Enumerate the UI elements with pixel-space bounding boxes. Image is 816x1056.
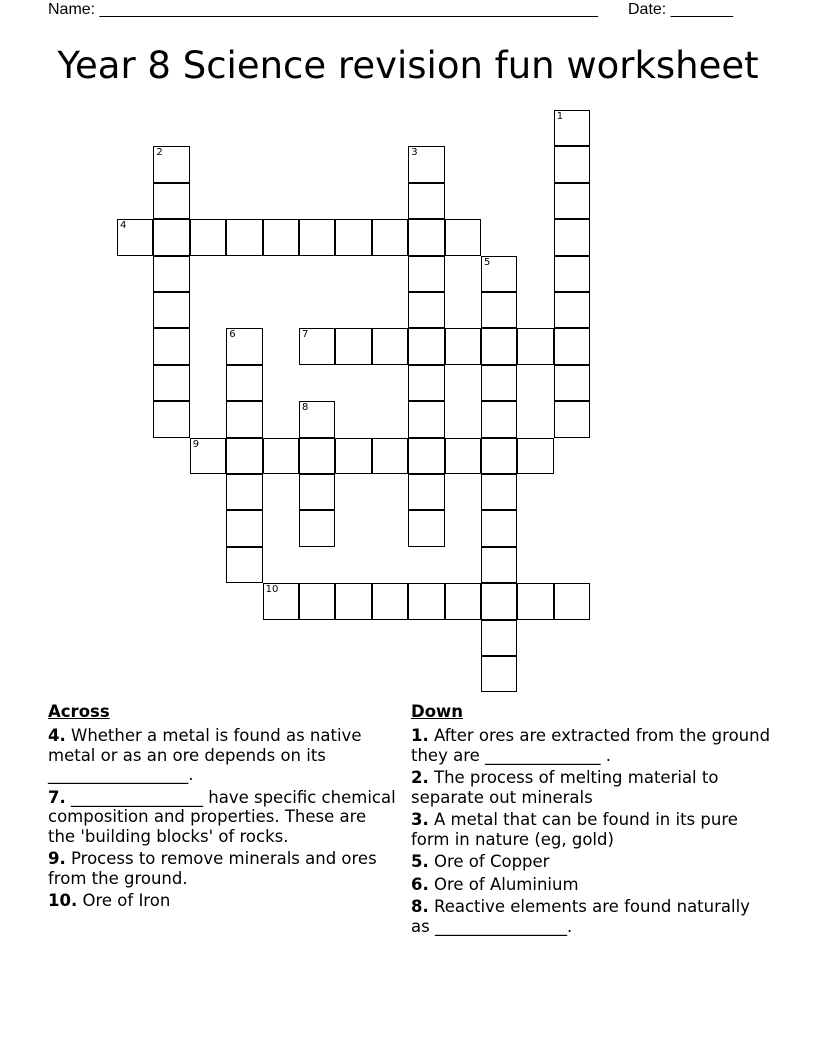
crossword-cell[interactable] — [408, 146, 444, 182]
crossword-cell[interactable] — [372, 328, 408, 364]
crossword-cell[interactable] — [481, 365, 517, 401]
crossword-cell[interactable] — [153, 365, 189, 401]
crossword-cell[interactable] — [153, 328, 189, 364]
crossword-cell[interactable] — [372, 583, 408, 619]
crossword-cell[interactable] — [299, 583, 335, 619]
crossword-cell[interactable] — [190, 219, 226, 255]
crossword-cell[interactable] — [481, 547, 517, 583]
crossword-cell[interactable] — [299, 510, 335, 546]
crossword-cell[interactable] — [299, 474, 335, 510]
crossword-cell[interactable] — [335, 219, 371, 255]
clue-number: 6 — [229, 329, 236, 341]
crossword-cell[interactable] — [153, 183, 189, 219]
clue-down-1: 1. After ores are extracted from the ground they are ______________ . — [411, 726, 771, 765]
crossword-cell[interactable] — [481, 401, 517, 437]
crossword-cell[interactable] — [481, 583, 517, 619]
crossword-cell[interactable] — [517, 438, 553, 474]
crossword-cell[interactable] — [554, 365, 590, 401]
clue-across-9: 9. Process to remove minerals and ores from the ground. — [48, 849, 377, 888]
crossword-cell[interactable] — [226, 474, 262, 510]
crossword-cell[interactable] — [554, 583, 590, 619]
crossword-cell[interactable] — [481, 620, 517, 656]
crossword-cell[interactable] — [226, 438, 262, 474]
crossword-cell[interactable] — [481, 510, 517, 546]
clue-number: 4 — [120, 220, 127, 232]
crossword-cell[interactable] — [554, 401, 590, 437]
clue-number: 10 — [265, 584, 279, 596]
crossword-cell[interactable] — [226, 365, 262, 401]
crossword-cell[interactable] — [517, 328, 553, 364]
clue-across-10: 10. Ore of Iron — [48, 891, 171, 910]
crossword-cell[interactable] — [408, 583, 444, 619]
crossword-cell[interactable] — [263, 438, 299, 474]
across-clues — [48, 702, 398, 914]
clue-down-5: 5. Ore of Copper — [411, 852, 550, 871]
crossword-cell[interactable] — [554, 292, 590, 328]
clue-number: 8 — [302, 402, 309, 414]
crossword-cell[interactable] — [408, 401, 444, 437]
crossword-cell[interactable] — [408, 256, 444, 292]
crossword-cell[interactable] — [190, 438, 226, 474]
crossword-cell[interactable] — [335, 583, 371, 619]
crossword-cell[interactable] — [153, 401, 189, 437]
crossword-cell[interactable] — [481, 292, 517, 328]
crossword-cell[interactable] — [481, 328, 517, 364]
crossword-cell[interactable] — [263, 219, 299, 255]
crossword-cell[interactable] — [335, 328, 371, 364]
crossword-cell[interactable] — [517, 583, 553, 619]
clue-down-8: 8. Reactive elements are found naturally as ________________. — [411, 897, 750, 936]
crossword-cell[interactable] — [299, 438, 335, 474]
crossword-cell[interactable] — [445, 438, 481, 474]
crossword-cell[interactable] — [408, 292, 444, 328]
crossword-cell[interactable] — [263, 583, 299, 619]
clue-down-3: 3. A metal that can be found in its pure form in nature (eg, gold) — [411, 810, 738, 849]
crossword-cell[interactable] — [445, 583, 481, 619]
across-heading: Across — [48, 702, 110, 721]
crossword-cell[interactable] — [226, 510, 262, 546]
crossword-cell[interactable] — [481, 656, 517, 692]
crossword-cell[interactable] — [335, 438, 371, 474]
date-field-label[interactable]: Date: _______ — [628, 1, 733, 18]
crossword-cell[interactable] — [554, 219, 590, 255]
crossword-cell[interactable] — [153, 292, 189, 328]
clue-across-7: 7. ________________ have specific chemical composition and properties. These are the 'building blocks' of rocks. — [48, 787, 396, 846]
crossword-cell[interactable] — [226, 547, 262, 583]
crossword-cell[interactable] — [408, 510, 444, 546]
crossword-cell[interactable] — [554, 183, 590, 219]
crossword-cell[interactable] — [117, 219, 153, 255]
crossword-cell[interactable] — [554, 146, 590, 182]
clue-number: 7 — [302, 329, 309, 341]
crossword-cell[interactable] — [408, 183, 444, 219]
crossword-cell[interactable] — [554, 110, 590, 146]
crossword-cell[interactable] — [226, 219, 262, 255]
crossword-cell[interactable] — [408, 328, 444, 364]
crossword-cell[interactable] — [153, 219, 189, 255]
clue-across-4: 4. Whether a metal is found as native metal or as an ore depends on its _________________. — [48, 726, 362, 784]
crossword-cell[interactable] — [372, 219, 408, 255]
crossword-cell[interactable] — [445, 219, 481, 255]
down-heading: Down — [411, 702, 464, 721]
crossword-cell[interactable] — [408, 219, 444, 255]
clue-number: 3 — [411, 147, 418, 159]
crossword-cell[interactable] — [481, 438, 517, 474]
page-title: Year 8 Science revision fun worksheet — [57, 44, 759, 87]
crossword-cell[interactable] — [226, 401, 262, 437]
clue-number: 9 — [192, 438, 200, 450]
crossword-cell[interactable] — [408, 474, 444, 510]
crossword-cell[interactable] — [445, 328, 481, 364]
clue-down-2: 2. The process of melting material to separate out minerals — [411, 768, 719, 807]
crossword-cell[interactable] — [153, 146, 189, 182]
name-field-label[interactable]: Name: ________________________________________________________ — [48, 1, 598, 18]
crossword-cell[interactable] — [299, 219, 335, 255]
crossword-cell[interactable] — [153, 256, 189, 292]
crossword-cell[interactable] — [299, 328, 335, 364]
down-clues — [411, 702, 771, 939]
clue-number: 1 — [556, 111, 564, 122]
crossword-cell[interactable] — [299, 401, 335, 437]
crossword-cell[interactable] — [408, 438, 444, 474]
clue-number: 2 — [156, 147, 163, 159]
clue-down-6: 6. Ore of Aluminium — [411, 874, 579, 894]
clue-number: 5 — [484, 256, 491, 268]
crossword-cell[interactable] — [554, 328, 590, 364]
crossword-cell[interactable] — [408, 365, 444, 401]
crossword-cell[interactable] — [226, 328, 262, 364]
crossword-cell[interactable] — [481, 474, 517, 510]
crossword-cell[interactable] — [372, 438, 408, 474]
crossword-cell[interactable] — [554, 256, 590, 292]
crossword-cell[interactable] — [481, 256, 517, 292]
